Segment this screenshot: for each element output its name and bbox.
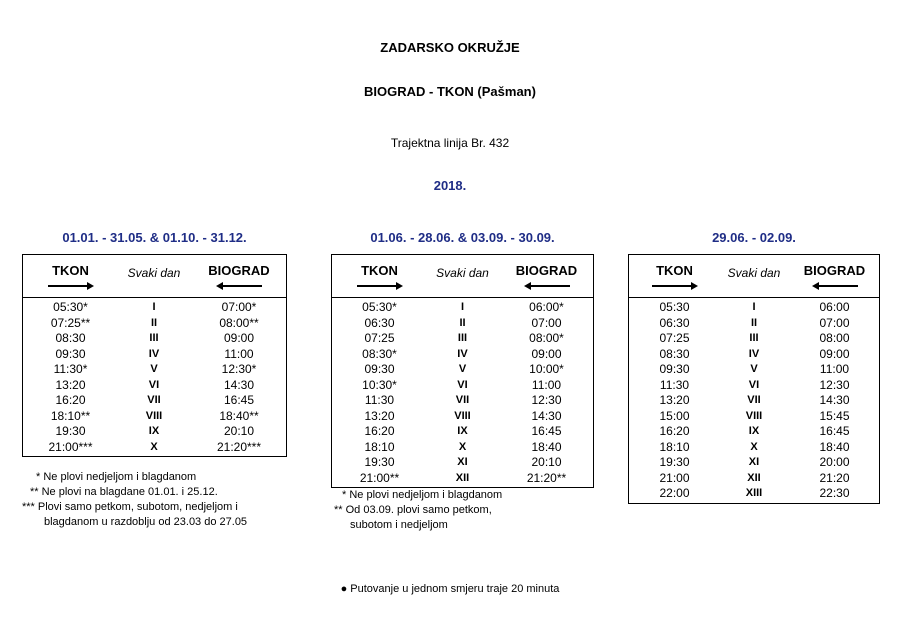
- table-row: [629, 378, 879, 394]
- departure-biograd: 12:30: [531, 393, 562, 407]
- footnote: * Ne plovi nedjeljom i blagdanom: [36, 471, 197, 483]
- trip-number: VIII: [454, 409, 471, 422]
- table-row: [23, 300, 286, 316]
- departure-biograd: 21:20: [819, 470, 850, 485]
- departure-biograd: 08:00**: [219, 315, 259, 330]
- departure-biograd: 21:20**: [526, 470, 567, 485]
- trip-number: III: [749, 332, 759, 344]
- table-row: [332, 471, 593, 487]
- departure-biograd: 11:00: [224, 346, 254, 361]
- departure-tkon: 05:30: [659, 300, 690, 314]
- departure-tkon: 13:20: [55, 377, 86, 392]
- column-svaki-dan: [427, 255, 498, 297]
- departure-tkon: 16:20: [55, 393, 86, 407]
- table-row: [629, 300, 879, 316]
- departure-biograd: 11:00: [531, 377, 562, 392]
- trip-number: IV: [748, 347, 760, 360]
- column-biograd: [498, 255, 595, 297]
- table-row: [23, 409, 286, 425]
- departure-tkon: 18:10: [364, 439, 395, 454]
- arrow-left-icon: [216, 282, 262, 290]
- trip-number: XII: [747, 471, 761, 484]
- table-row: [629, 440, 879, 456]
- period-3: 29.06. - 02.09.: [712, 230, 796, 245]
- departure-tkon: 08:30: [659, 346, 690, 361]
- trip-number: II: [459, 316, 466, 329]
- column-tkon-label: TKON: [52, 263, 89, 278]
- table-row: [332, 331, 593, 347]
- trip-number: XI: [457, 456, 468, 468]
- departure-tkon: 21:00**: [359, 470, 400, 485]
- departure-tkon: 21:00***: [48, 439, 93, 454]
- trip-number: VI: [148, 378, 160, 391]
- route-title: BIOGRAD - TKON (Pašman): [364, 84, 536, 99]
- arrow-left-icon: [812, 282, 858, 290]
- table-row: [629, 486, 879, 502]
- departure-biograd: 20:00: [819, 455, 850, 469]
- table-row: [332, 440, 593, 456]
- table-row: [629, 471, 879, 487]
- table-header: [629, 255, 879, 298]
- trip-number: IV: [148, 347, 160, 360]
- table-row: [332, 362, 593, 378]
- departure-tkon: 09:30: [55, 346, 86, 361]
- departure-biograd: 12:30*: [221, 362, 257, 376]
- departure-biograd: 20:10: [223, 424, 255, 438]
- footnote: subotom i nedjeljom: [350, 519, 448, 531]
- table-row: [332, 378, 593, 394]
- departure-biograd: 09:00: [531, 346, 562, 361]
- timetable-2: [331, 254, 594, 488]
- departure-biograd: 12:30: [819, 377, 850, 392]
- line-number: Trajektna linija Br. 432: [390, 136, 510, 150]
- table-row: [332, 409, 593, 425]
- arrow-right-icon: [48, 282, 94, 290]
- trip-number: XI: [748, 456, 760, 468]
- table-body: [332, 298, 593, 486]
- departure-biograd: 08:00*: [529, 331, 564, 345]
- column-biograd: [190, 255, 288, 297]
- table-row: [23, 440, 286, 456]
- departure-biograd: 07:00*: [221, 300, 257, 314]
- departure-tkon: 22:00: [659, 486, 690, 500]
- departure-tkon: 15:00: [659, 408, 690, 423]
- column-biograd-label: BIOGRAD: [208, 263, 270, 278]
- footnote: blagdanom u razdoblju od 23.03 do 27.05: [44, 516, 248, 528]
- departure-biograd: 09:00: [819, 346, 850, 361]
- departure-tkon: 16:20: [364, 424, 395, 438]
- trip-number: X: [458, 440, 467, 453]
- departure-tkon: 16:20: [659, 424, 690, 438]
- table-row: [629, 362, 879, 378]
- column-biograd-label: BIOGRAD: [803, 263, 866, 278]
- arrow-right-icon: [357, 282, 403, 290]
- departure-biograd: 06:00*: [529, 300, 564, 314]
- trip-number: I: [752, 301, 756, 313]
- footnote: ** Od 03.09. plovi samo petkom,: [334, 504, 492, 516]
- trip-number: IV: [457, 347, 468, 360]
- column-tkon-label: TKON: [361, 263, 398, 278]
- travel-time-note: [0, 583, 900, 595]
- table-row: [332, 300, 593, 316]
- table-row: [629, 331, 879, 347]
- departure-tkon: 13:20: [364, 408, 395, 423]
- departure-tkon: 05:30*: [362, 300, 397, 314]
- trip-number: VI: [457, 378, 468, 391]
- trip-number: IX: [148, 425, 160, 437]
- table-row: [332, 424, 593, 440]
- table-row: [23, 316, 286, 332]
- footnotes-2: [334, 488, 502, 533]
- departure-tkon: 11:30*: [53, 362, 88, 376]
- table-row: [332, 316, 593, 332]
- departure-tkon: 09:30: [659, 362, 690, 376]
- departure-biograd: 10:00*: [529, 362, 564, 376]
- departure-tkon: 19:30: [364, 455, 395, 469]
- arrow-right-icon: [652, 282, 698, 290]
- trip-number: VII: [455, 394, 470, 406]
- trip-number: VIII: [145, 409, 163, 422]
- departure-biograd: 22:30: [819, 486, 850, 500]
- departure-biograd: 18:40: [819, 439, 850, 454]
- departure-biograd: 07:00: [531, 315, 562, 330]
- period-1: 01.01. - 31.05. & 01.10. - 31.12.: [62, 230, 247, 245]
- trip-number: IX: [457, 425, 468, 437]
- departure-tkon: 11:30: [364, 393, 395, 407]
- footnote: *** Plovi samo petkom, subotom, nedjeljom i: [22, 501, 238, 513]
- trip-number: IX: [748, 425, 760, 437]
- departure-tkon: 06:30: [364, 315, 395, 330]
- table-row: [332, 393, 593, 409]
- departure-tkon: 21:00: [659, 470, 690, 485]
- departure-biograd: 15:45: [819, 408, 850, 423]
- departure-biograd: 14:30: [819, 393, 850, 407]
- departure-tkon: 13:20: [659, 393, 690, 407]
- footnotes-1: [22, 470, 247, 530]
- column-svaki-dan-label: Svaki dan: [727, 266, 781, 280]
- table-body: [23, 298, 286, 455]
- departure-tkon: 07:25: [659, 331, 690, 345]
- departure-tkon: 19:30: [55, 424, 86, 438]
- departure-tkon: 18:10: [659, 439, 690, 454]
- trip-number: V: [750, 363, 758, 375]
- departure-biograd: 09:00: [223, 331, 255, 345]
- departure-tkon: 07:25**: [50, 315, 91, 330]
- travel-time-text: Putovanje u jednom smjeru traje 20 minuta: [350, 583, 560, 595]
- column-svaki-dan: [720, 255, 788, 297]
- departure-biograd: 06:00: [819, 300, 850, 314]
- trip-number: III: [149, 332, 159, 344]
- table-row: [23, 362, 286, 378]
- departure-tkon: 08:30*: [362, 346, 397, 361]
- departure-tkon: 06:30: [659, 315, 690, 330]
- table-row: [629, 424, 879, 440]
- departure-biograd: 21:20***: [216, 439, 262, 454]
- table-row: [332, 347, 593, 363]
- column-svaki-dan: [118, 255, 190, 297]
- trip-number: VI: [748, 378, 760, 391]
- arrow-left-icon: [524, 282, 570, 290]
- table-row: [23, 347, 286, 363]
- table-row: [23, 378, 286, 394]
- trip-number: XIII: [745, 487, 763, 499]
- departure-biograd: 18:40: [531, 439, 562, 454]
- departure-biograd: 07:00: [819, 315, 850, 330]
- period-2: 01.06. - 28.06. & 03.09. - 30.09.: [370, 230, 555, 245]
- departure-tkon: 11:30: [659, 377, 690, 392]
- departure-biograd: 20:10: [531, 455, 562, 469]
- departure-tkon: 09:30: [364, 362, 395, 376]
- table-header: [23, 255, 286, 298]
- trip-number: VII: [147, 394, 161, 406]
- table-row: [629, 347, 879, 363]
- column-tkon: [629, 255, 720, 297]
- departure-biograd: 16:45: [819, 424, 850, 438]
- trip-number: X: [150, 440, 158, 453]
- table-row: [629, 393, 879, 409]
- column-tkon-label: TKON: [656, 263, 693, 278]
- bullet-icon: ●: [340, 583, 348, 595]
- timetable-1: [22, 254, 287, 457]
- departure-biograd: 16:45: [531, 424, 562, 438]
- column-tkon: [332, 255, 427, 297]
- table-body: [629, 298, 879, 502]
- departure-biograd: 14:30: [531, 408, 562, 423]
- trip-number: I: [460, 301, 465, 313]
- trip-number: X: [750, 440, 758, 453]
- footnote: * Ne plovi nedjeljom i blagdanom: [342, 489, 503, 501]
- departure-biograd: 14:30: [223, 377, 255, 392]
- trip-number: V: [458, 363, 467, 375]
- departure-tkon: 18:10**: [50, 408, 91, 423]
- column-biograd-label: BIOGRAD: [515, 263, 578, 278]
- table-header: [332, 255, 593, 298]
- trip-number: II: [750, 316, 758, 329]
- table-row: [332, 455, 593, 471]
- table-row: [629, 409, 879, 425]
- trip-number: VIII: [745, 409, 763, 422]
- departure-biograd: 18:40**: [219, 408, 259, 423]
- table-row: [23, 331, 286, 347]
- departure-tkon: 05:30*: [53, 300, 88, 314]
- departure-tkon: 10:30*: [362, 377, 397, 392]
- table-row: [23, 393, 286, 409]
- table-row: [23, 424, 286, 440]
- table-row: [629, 316, 879, 332]
- trip-number: XII: [455, 471, 470, 484]
- footnote: ** Ne plovi na blagdane 01.01. i 25.12.: [30, 486, 218, 498]
- column-svaki-dan-label: Svaki dan: [127, 266, 181, 280]
- column-biograd: [788, 255, 881, 297]
- departure-tkon: 07:25: [364, 331, 395, 345]
- departure-biograd: 16:45: [223, 393, 255, 407]
- trip-number: I: [152, 301, 156, 313]
- departure-tkon: 08:30: [55, 331, 86, 345]
- trip-number: V: [150, 363, 158, 375]
- column-svaki-dan-label: Svaki dan: [436, 266, 489, 280]
- departure-biograd: 08:00: [819, 331, 850, 345]
- timetable-3: [628, 254, 880, 504]
- trip-number: III: [457, 332, 468, 344]
- trip-number: II: [150, 316, 158, 329]
- trip-number: VII: [747, 394, 761, 406]
- departure-tkon: 19:30: [659, 455, 690, 469]
- year: 2018.: [433, 178, 467, 193]
- column-tkon: [23, 255, 118, 297]
- region-title: ZADARSKO OKRUŽJE: [380, 40, 520, 55]
- table-row: [629, 455, 879, 471]
- departure-biograd: 11:00: [819, 362, 850, 376]
